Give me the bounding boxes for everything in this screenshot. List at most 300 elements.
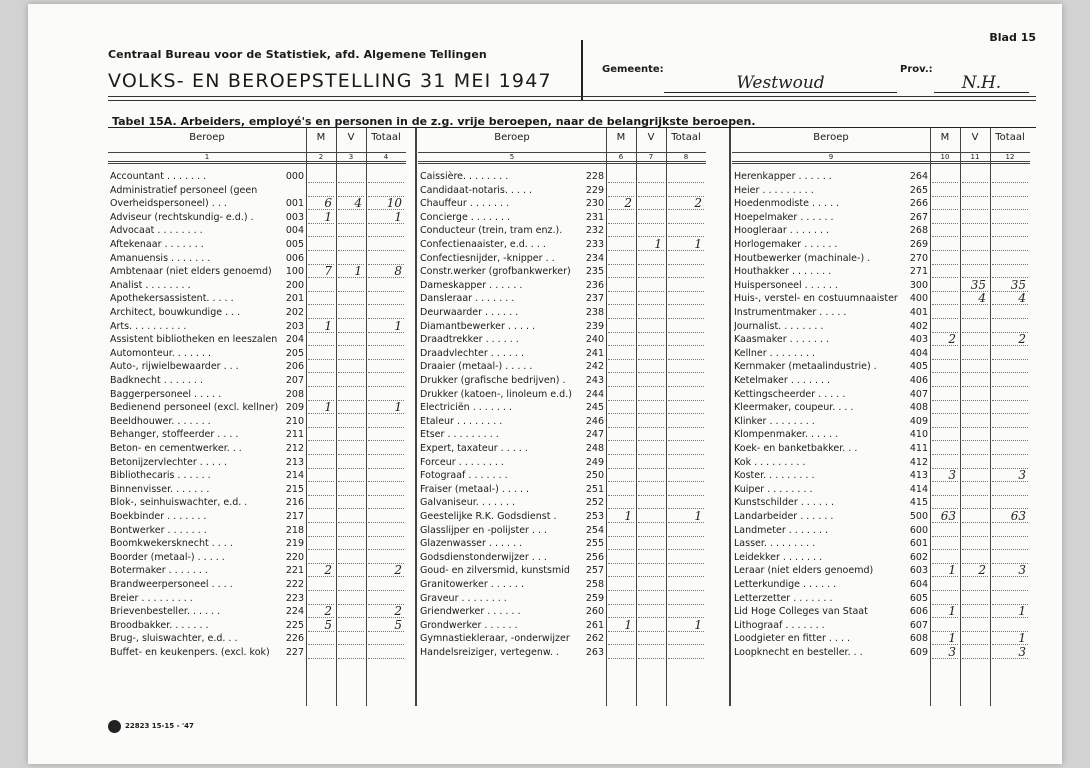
v-header: V — [647, 132, 655, 143]
fill-line — [338, 427, 364, 428]
number-rule — [418, 161, 706, 162]
fill-line — [638, 631, 664, 632]
fill-line — [962, 359, 988, 360]
occupation-code: 267 — [909, 211, 928, 223]
fill-line — [992, 536, 1028, 537]
occupation-code: 258 — [585, 579, 604, 590]
fill-line — [368, 345, 404, 346]
fill-line — [668, 413, 704, 414]
column-number: 11 — [970, 153, 980, 161]
fill-line — [962, 182, 988, 183]
fill-line — [638, 427, 664, 428]
occupation-code: 403 — [909, 334, 928, 346]
occupation-code: 407 — [909, 388, 928, 400]
fill-line — [962, 617, 988, 618]
fill-line — [638, 291, 664, 292]
occupation-label: Houtbewerker (machinale-) . — [734, 252, 871, 264]
count-female: 4 — [978, 291, 986, 306]
occupation-code: 257 — [585, 565, 604, 577]
fill-line — [668, 304, 704, 305]
fill-line — [638, 617, 664, 618]
count-total: 1 — [1018, 604, 1026, 619]
column-number: 5 — [509, 153, 515, 161]
occupation-label: Grondwerker . . . . . . — [420, 619, 518, 631]
count-total: 10 — [386, 196, 402, 211]
occupation-code: 247 — [585, 429, 604, 441]
occupation-code: 254 — [585, 524, 604, 536]
fill-line — [368, 427, 404, 428]
occupation-code: 231 — [585, 211, 604, 223]
totaal-header: Totaal — [371, 132, 401, 143]
occupation-label: Graveur . . . . . . . . — [420, 592, 507, 604]
fill-line — [308, 304, 334, 305]
count-total: 3 — [1018, 645, 1026, 659]
number-rule-2 — [732, 163, 1030, 164]
fill-line — [962, 413, 988, 414]
fill-line — [668, 372, 704, 373]
occupation-code: 603 — [909, 565, 928, 577]
fill-line — [608, 345, 634, 346]
fill-line — [962, 590, 988, 591]
fill-line — [308, 427, 334, 428]
count-male: 1 — [948, 563, 956, 578]
occupation-code: 201 — [285, 293, 304, 305]
occupation-label: Glasslijper en -polijster . . . — [420, 524, 548, 536]
occupation-label: Kaasmaker . . . . . . . — [734, 334, 829, 346]
fill-line — [638, 563, 664, 564]
occupation-code: 235 — [585, 266, 604, 278]
fill-line — [638, 400, 664, 401]
fill-line — [368, 536, 404, 537]
occupation-code: 244 — [585, 388, 604, 400]
occupation-code: 223 — [285, 592, 304, 604]
occupation-code: 226 — [285, 633, 304, 645]
occupation-label: Bibliothecaris . . . . . . — [110, 470, 211, 482]
occupation-label: Kernmaker (metaalindustrie) . — [734, 361, 877, 373]
number-rule — [108, 161, 406, 162]
fill-line — [368, 454, 404, 455]
fill-line — [638, 576, 664, 577]
occupation-code: 219 — [285, 538, 304, 550]
fill-line — [932, 196, 958, 197]
fill-line — [992, 427, 1028, 428]
fill-line — [308, 536, 334, 537]
occupation-label: Houthakker . . . . . . . — [734, 266, 832, 278]
occupation-label: Auto-, rijwielbewaarder . . . — [110, 361, 239, 373]
occupation-label: Drukker (grafische bedrijven) . — [420, 375, 566, 386]
fill-line — [668, 223, 704, 224]
occupation-label: Galvaniseur. . . . . . . — [420, 497, 516, 509]
occupation-code: 211 — [285, 429, 304, 441]
count-male: 1 — [324, 209, 332, 224]
occupation-label: Etaleur . . . . . . . . — [420, 415, 503, 427]
occupation-code: 203 — [285, 320, 304, 332]
occupation-code: 213 — [285, 456, 304, 468]
fill-line — [962, 508, 988, 509]
occupation-label: Draadvlechter . . . . . . — [420, 347, 524, 359]
occupation-code: 234 — [585, 252, 604, 264]
occupation-code: 500 — [909, 511, 928, 522]
count-female: 1 — [654, 237, 662, 251]
fill-line — [308, 345, 334, 346]
fill-line — [962, 400, 988, 401]
fill-line — [638, 332, 664, 333]
fill-line — [608, 277, 634, 278]
occupation-label: Administratief personeel (geen — [110, 184, 258, 196]
occupation-code: 252 — [585, 497, 604, 509]
occupation-code: 264 — [909, 171, 928, 182]
occupation-label: Advocaat . . . . . . . . — [110, 225, 203, 237]
occupation-label: Baggerpersoneel . . . . . — [110, 388, 222, 400]
fill-line — [608, 644, 634, 645]
v-header: V — [971, 132, 979, 143]
occupation-code: 204 — [285, 334, 304, 346]
occupation-code: 205 — [285, 347, 304, 359]
fill-line — [338, 468, 364, 469]
fill-line — [638, 536, 664, 537]
fill-line — [638, 481, 664, 482]
occupation-code: 609 — [909, 647, 928, 658]
occupation-label: Blok-, seinhuiswachter, e.d. . — [110, 497, 248, 509]
province-field: N.H. — [934, 74, 1029, 93]
occupation-code: 228 — [585, 171, 604, 182]
occupation-label: Fotograaf . . . . . . . — [420, 470, 508, 482]
occupation-label: Amanuensis . . . . . . . — [110, 252, 211, 264]
occupation-code: 265 — [909, 184, 928, 196]
fill-line — [338, 536, 364, 537]
occupation-label: Geestelijke R.K. Godsdienst . — [420, 511, 557, 522]
fill-line — [962, 264, 988, 265]
fill-line — [338, 658, 364, 659]
m-header: M — [616, 132, 626, 143]
fill-line — [668, 563, 704, 564]
count-total: 1 — [694, 617, 702, 632]
occupation-label: Bedienend personeel (excl. kellner) — [110, 402, 279, 414]
occupation-code: 400 — [909, 293, 928, 305]
occupation-code: 242 — [585, 361, 604, 373]
fill-line — [668, 332, 704, 333]
fill-line — [308, 440, 334, 441]
occupation-code: 239 — [585, 320, 604, 332]
fill-line — [962, 250, 988, 251]
province-label: Prov.: — [900, 64, 933, 75]
occupation-label: Boorder (metaal-) . . . . . — [110, 551, 225, 563]
fill-line — [992, 182, 1028, 183]
occupation-code: 406 — [909, 375, 928, 386]
fill-line — [962, 236, 988, 237]
fill-line — [992, 400, 1028, 401]
occupation-code: 216 — [285, 497, 304, 509]
occupation-label: Loopknecht en besteller. . . — [734, 647, 863, 658]
fill-line — [638, 454, 664, 455]
fill-line — [338, 400, 364, 401]
occupation-label: Ambtenaar (niet elders genoemd) — [110, 266, 272, 278]
fill-line — [368, 440, 404, 441]
occupation-code: 300 — [909, 279, 928, 291]
count-total: 35 — [1010, 277, 1026, 292]
occupation-code: 263 — [585, 647, 604, 658]
fill-line — [668, 345, 704, 346]
occupation-label: Bontwerker . . . . . . . — [110, 524, 207, 536]
fill-line — [338, 481, 364, 482]
m-header: M — [316, 132, 326, 143]
fill-line — [338, 522, 364, 523]
fill-line — [638, 372, 664, 373]
fill-line — [638, 345, 664, 346]
occupation-label: Glazenwasser . . . . . . — [420, 538, 523, 550]
count-total: 2 — [1018, 332, 1026, 347]
fill-line — [608, 536, 634, 537]
count-male: 3 — [948, 468, 956, 483]
occupation-code: 266 — [909, 198, 928, 210]
occupation-code: 404 — [909, 347, 928, 359]
occupation-code: 209 — [285, 402, 304, 414]
fill-line — [638, 196, 664, 197]
occupation-label: Lid Hoge Colleges van Staat — [734, 606, 868, 618]
fill-line — [608, 182, 634, 183]
beroep-header: Beroep — [813, 132, 849, 143]
fill-line — [932, 359, 958, 360]
header-rule — [108, 96, 1036, 97]
fill-line — [608, 549, 634, 550]
occupation-code: 262 — [585, 633, 604, 645]
fill-line — [338, 182, 364, 183]
occupation-code: 206 — [285, 361, 304, 373]
fill-line — [668, 590, 704, 591]
fill-line — [962, 658, 988, 659]
column-number: 12 — [1005, 153, 1015, 161]
fill-line — [608, 563, 634, 564]
fill-line — [608, 372, 634, 373]
occupation-label: Forceur . . . . . . . . — [420, 456, 504, 468]
occupation-code: 005 — [285, 239, 304, 250]
fill-line — [638, 440, 664, 441]
group-divider — [729, 128, 731, 706]
count-male: 7 — [324, 264, 332, 279]
occupation-code: 408 — [909, 402, 928, 414]
fill-line — [992, 359, 1028, 360]
fill-line — [338, 291, 364, 292]
fill-line — [338, 413, 364, 414]
fill-line — [962, 468, 988, 469]
occupation-label: Klompenmaker. . . . . . — [734, 429, 839, 441]
occupation-code: 268 — [909, 225, 928, 237]
fill-line — [992, 413, 1028, 414]
occupation-label: Kleermaker, coupeur. . . . — [734, 402, 854, 414]
count-male: 3 — [948, 645, 956, 659]
fill-line — [308, 644, 334, 645]
fill-line — [668, 291, 704, 292]
fill-line — [992, 549, 1028, 550]
fill-line — [962, 372, 988, 373]
fill-line — [608, 604, 634, 605]
fill-line — [668, 495, 704, 496]
occupation-code: 248 — [585, 443, 604, 454]
fill-line — [962, 481, 988, 482]
occupation-label: Diamantbewerker . . . . . — [420, 320, 536, 332]
fill-line — [932, 264, 958, 265]
fill-line — [608, 332, 634, 333]
fill-line — [992, 495, 1028, 496]
fill-line — [962, 345, 988, 346]
occupation-label: Hoepelmaker . . . . . . — [734, 211, 834, 223]
fill-line — [932, 182, 958, 183]
fill-line — [932, 277, 958, 278]
fill-line — [338, 318, 364, 319]
occupation-label: Draadtrekker . . . . . . — [420, 334, 519, 346]
occupation-label: Chauffeur . . . . . . . — [420, 198, 510, 210]
occupation-code: 409 — [909, 415, 928, 427]
fill-line — [638, 182, 664, 183]
fill-line — [668, 400, 704, 401]
m-header: M — [940, 132, 950, 143]
count-total: 3 — [1018, 468, 1026, 483]
occupation-code: 608 — [909, 633, 928, 645]
occupation-label: Kettingscheerder . . . . . — [734, 388, 846, 400]
occupation-label: Broodbakker. . . . . . . — [110, 619, 209, 631]
occupation-label: Boekbinder . . . . . . . — [110, 511, 207, 522]
fill-line — [992, 250, 1028, 251]
column-number: 9 — [828, 153, 834, 161]
occupation-code: 410 — [909, 429, 928, 441]
fill-line — [608, 223, 634, 224]
fill-line — [608, 481, 634, 482]
count-female: 4 — [354, 196, 362, 211]
fill-line — [638, 644, 664, 645]
fill-line — [308, 522, 334, 523]
occupation-code: 208 — [285, 388, 304, 400]
fill-line — [368, 468, 404, 469]
occupation-label: Beeldhouwer. . . . . . . — [110, 415, 211, 427]
occupation-code: 604 — [909, 579, 928, 590]
fill-line — [668, 576, 704, 577]
occupation-label: Letterzetter . . . . . . . — [734, 592, 833, 604]
fill-line — [608, 495, 634, 496]
occupation-code: 253 — [585, 511, 604, 522]
fill-line — [608, 250, 634, 251]
fill-line — [368, 304, 404, 305]
count-total: 1 — [694, 509, 702, 523]
occupation-code: 217 — [285, 511, 304, 522]
fill-line — [368, 481, 404, 482]
header-divider — [581, 40, 583, 100]
fill-line — [368, 522, 404, 523]
count-total: 1 — [694, 237, 702, 251]
column-number: 8 — [683, 153, 689, 161]
fill-line — [668, 359, 704, 360]
fill-line — [608, 440, 634, 441]
occupation-label: Kuiper . . . . . . . . — [734, 483, 813, 495]
count-male: 2 — [324, 604, 332, 619]
occupation-label: Fraiser (metaal-) . . . . . — [420, 483, 530, 495]
bureau-name: Centraal Bureau voor de Statistiek, afd. Algemene Tellingen — [108, 48, 487, 61]
occupation-label: Overheidspersoneel) . . . — [110, 198, 227, 210]
occupation-label: Buffet- en keukenpers. (excl. kok) — [110, 647, 270, 658]
fill-line — [638, 209, 664, 210]
occupation-label: Beton- en cementwerker. . . — [110, 443, 242, 454]
occupation-code: 232 — [585, 225, 604, 237]
occupation-label: Candidaat-notaris. . . . . — [420, 184, 533, 196]
occupation-code: 224 — [285, 606, 304, 618]
count-male: 2 — [324, 563, 332, 578]
occupation-code: 001 — [285, 198, 304, 210]
count-total: 1 — [1018, 631, 1026, 646]
occupation-label: Huis-, verstel- en costuumnaaister — [734, 293, 898, 305]
fill-line — [668, 481, 704, 482]
fill-line — [932, 236, 958, 237]
fill-line — [608, 454, 634, 455]
print-code: 22823 15-15 - '47 — [125, 722, 194, 730]
occupation-code: 006 — [285, 252, 304, 264]
fill-line — [608, 590, 634, 591]
table-top-rule — [108, 127, 1036, 128]
occupation-label: Aftekenaar . . . . . . . — [110, 239, 204, 250]
printer-mark-icon — [108, 720, 121, 733]
fill-line — [992, 590, 1028, 591]
occupation-code: 414 — [909, 483, 928, 495]
occupation-label: Dameskapper . . . . . . — [420, 279, 523, 291]
fill-line — [368, 549, 404, 550]
fill-line — [308, 590, 334, 591]
fill-line — [932, 304, 958, 305]
fill-line — [932, 223, 958, 224]
occupation-label: Boomkwekersknecht . . . . — [110, 538, 233, 550]
count-total: 1 — [394, 400, 402, 415]
column-number: 10 — [940, 153, 950, 161]
occupation-label: Hoedenmodiste . . . . . — [734, 198, 840, 210]
fill-line — [932, 400, 958, 401]
fill-line — [962, 495, 988, 496]
occupation-code: 225 — [285, 619, 304, 631]
fill-line — [308, 372, 334, 373]
fill-line — [338, 345, 364, 346]
occupation-label: Leraar (niet elders genoemd) — [734, 565, 874, 577]
occupation-label: Adviseur (rechtskundig- e.d.) . — [110, 211, 254, 223]
column-divider — [960, 128, 961, 706]
fill-line — [932, 536, 958, 537]
column-divider — [990, 128, 991, 706]
fill-line — [638, 277, 664, 278]
fill-line — [308, 454, 334, 455]
fill-line — [932, 209, 958, 210]
fill-line — [338, 359, 364, 360]
fill-line — [638, 264, 664, 265]
occupation-label: Goud- en zilversmid, kunstsmid — [420, 565, 570, 577]
fill-line — [308, 359, 334, 360]
number-rule — [732, 161, 1030, 162]
occupation-label: Lasser. . . . . . . . . — [734, 538, 816, 550]
column-number: 1 — [204, 153, 210, 161]
fill-line — [308, 508, 334, 509]
fill-line — [932, 372, 958, 373]
fill-line — [932, 250, 958, 251]
occupation-label: Betonijzervlechter . . . . . — [110, 456, 227, 468]
fill-line — [962, 209, 988, 210]
fill-line — [992, 209, 1028, 210]
occupation-label: Handelsreiziger, vertegenw. . — [420, 647, 559, 658]
occupation-label: Landarbeider . . . . . . — [734, 511, 834, 522]
fill-line — [962, 440, 988, 441]
fill-line — [338, 644, 364, 645]
fill-line — [638, 590, 664, 591]
occupation-code: 261 — [585, 619, 604, 631]
fill-line — [932, 549, 958, 550]
fill-line — [668, 454, 704, 455]
fill-line — [338, 386, 364, 387]
fill-line — [992, 236, 1028, 237]
occupation-label: Dansleraar . . . . . . . — [420, 293, 515, 305]
fill-line — [338, 372, 364, 373]
